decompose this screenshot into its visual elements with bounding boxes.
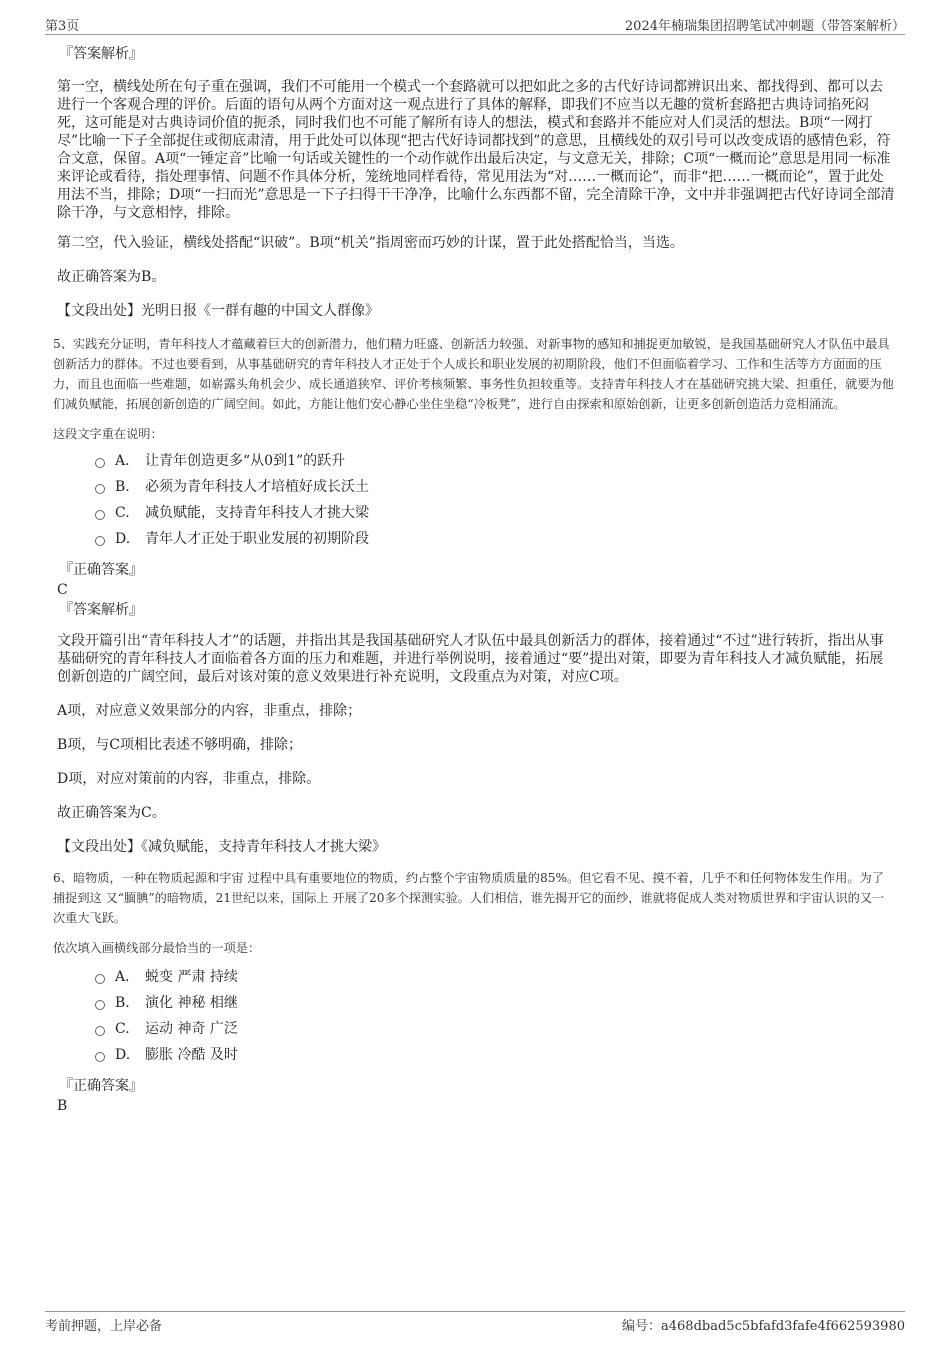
q5-conclusion: 故正确答案为C。 (57, 805, 166, 821)
q6-answer-label: 『正确答案』 (59, 1078, 143, 1094)
q5-answer-label: 『正确答案』 (59, 562, 143, 578)
option-letter: D. (115, 531, 131, 547)
q5-analysis-label: 『答案解析』 (59, 602, 143, 618)
option-letter: B. (115, 995, 130, 1011)
q4-conclusion: 故正确答案为B。 (57, 269, 166, 285)
q5-source: 【文段出处】《减负赋能，支持青年科技人才挑大梁》 (57, 839, 386, 855)
option-letter: C. (115, 505, 130, 521)
q6-stem: 6、暗物质，一种在物质起源和宇宙 过程中具有重要地位的物质，约占整个宇宙物质质量的85%。但它看不见、摸不着，几乎不和任何物体发生作用。为了捕捉到这 又“腼腆”的暗物质，21世纪以来，国际上 开展了20多个探测实验。人们相信，谁先揭开它的面纱，谁就将促成人类对物质世界和宇宙认识的又一次重大飞跃。 (53, 871, 885, 925)
page-footer (45, 1311, 905, 1332)
option-letter: D. (115, 1047, 131, 1063)
option-letter: B. (115, 479, 130, 495)
radio-icon[interactable] (95, 1026, 105, 1036)
document-code (622, 1315, 905, 1334)
q5-analysis-d: D项，对应对策前的内容，非重点，排除。 (57, 771, 321, 787)
footer-slogan: 考前押题，上岸必备 (45, 1319, 163, 1334)
q5-analysis-b: B项，与C项相比表述不够明确，排除； (57, 737, 302, 753)
q5-answer: C (57, 582, 68, 598)
q5-option-d[interactable] (95, 526, 895, 552)
document-title: 2024年楠瑞集团招聘笔试冲刺题（带答案解析） (624, 19, 905, 34)
q6-option-a[interactable] (95, 964, 895, 990)
option-text: 减负赋能，支持青年科技人才挑大梁 (145, 505, 369, 521)
q5-analysis-a: A项，对应意义效果部分的内容，非重点，排除； (57, 703, 362, 719)
page-number: 第3页 (45, 19, 80, 34)
option-letter: A． (115, 453, 140, 469)
q5-analysis-paragraph-1: 文段开篇引出“青年科技人才”的话题，并指出其是我国基础研究人才队伍中最具创新活力的群体，接着通过“不过”进行转折，指出从事基础研究的青年科技人才面临着各方面的压力和难题，并进行举例说明，接着通过“要”提出对策，即要为青年科技人才减负赋能，拓展创新创造的广阔空间，最后对该对策的意义效果进行补充说明，文段重点为对策，对应C项。 (57, 633, 884, 685)
radio-icon[interactable] (95, 974, 105, 984)
option-text: 青年人才正处于职业发展的初期阶段 (145, 531, 369, 547)
q6-option-b[interactable] (95, 990, 895, 1016)
option-text: 必须为青年科技人才培植好成长沃土 (145, 479, 369, 495)
option-text: 膨胀 冷酷 及时 (145, 1047, 238, 1063)
q4-analysis-label: 『答案解析』 (59, 46, 143, 62)
q5-options (95, 448, 895, 552)
q6-options (95, 964, 895, 1068)
q6-option-d[interactable] (95, 1042, 895, 1068)
code-value: a468dbad5c5bfafd3fafe4f662593980 (661, 1319, 905, 1334)
q4-analysis-paragraph-1: 第一空，横线处所在句子重在强调，我们不可能用一个模式一个套路就可以把如此之多的古代好诗词都辨识出来、都找得到、都可以去进行一个客观合理的评价。后面的语句从两个方面对这一观点进行了具体的解释，即我们不应当以无趣的赏析套路把古典诗词掐死闷死，这可能是对古典诗词价值的扼杀，同时我们也不可能了解所有诗人的想法，模式和套路并不能应对人们灵活的想法。B项“一网打尽”比喻一下子全部捉住或彻底肃清，用于此处可以体现“把古代好诗词都找到”的意思，且横线处的双引号可以改变成语的感情色彩，符合文意，保留。A项“一锤定音”比喻一句话或关键性的一个动作就作出最后决定，与文意无关，排除；C项“一概而论”意思是用同一标准来评论或看待，指处理事情、问题不作具体分析，笼统地同样看待，常见用法为“对……一概而论”，而非“把……一概而论”，置于此处用法不当，排除；D项“一扫而光”意思是一下子扫得干干净净，比喻什么东西都不留，完全清除干净，文中并非强调把古代好诗词全部清除干净，与文意相悖，排除。 (57, 79, 895, 221)
page-content (55, 44, 895, 1116)
radio-icon[interactable] (95, 484, 105, 494)
code-label: 编号： (622, 1319, 662, 1334)
q5-option-b[interactable] (95, 474, 895, 500)
q6-answer: B (57, 1098, 68, 1114)
option-text: 运动 神奇 广泛 (145, 1021, 238, 1037)
q4-analysis-paragraph-2: 第二空，代入验证，横线处搭配“识破”。B项“机关”指周密而巧妙的计谋，置于此处搭配恰当，当选。 (57, 235, 684, 251)
option-text: 蜕变 严肃 持续 (145, 969, 238, 985)
option-text: 让青年创造更多“从0到1”的跃升 (145, 453, 346, 469)
q5-question: 这段文字重在说明： (53, 427, 163, 441)
radio-icon[interactable] (95, 458, 105, 468)
q5-stem: 5、实践充分证明，青年科技人才蕴藏着巨大的创新潜力，他们精力旺盛、创新活力较强、对新事物的感知和捕捉更加敏锐，是我国基础研究人才队伍中最具创新活力的群体。不过也要看到，从事基础研究的青年科技人才正处于个人成长和职业发展的初期阶段，他们不但面临着学习、工作和生活等方方面面的压力，而且也面临一些难题，如崭露头角机会少、成长通道狭窄、评价考核频繁、事务性负担较重等。支持青年科技人才在基础研究挑大梁、担重任，就要为他们减负赋能，拓展创新创造的广阔空间。如此，方能让他们安心静心坐住坐稳“冷板凳”，进行自由探索和原始创新，让更多创新创造活力竞相涌流。 (53, 337, 894, 411)
page-header (45, 14, 905, 35)
q6-question: 依次填入画横线部分最恰当的一项是： (53, 941, 261, 955)
q6-option-c[interactable] (95, 1016, 895, 1042)
option-text: 演化 神秘 相继 (145, 995, 238, 1011)
radio-icon[interactable] (95, 1052, 105, 1062)
q4-source: 【文段出处】光明日报《一群有趣的中国文人群像》 (57, 303, 379, 319)
q5-option-a[interactable] (95, 448, 895, 474)
radio-icon[interactable] (95, 1000, 105, 1010)
radio-icon[interactable] (95, 536, 105, 546)
q5-option-c[interactable] (95, 500, 895, 526)
radio-icon[interactable] (95, 510, 105, 520)
option-letter: C. (115, 1021, 130, 1037)
option-letter: A． (115, 969, 140, 985)
